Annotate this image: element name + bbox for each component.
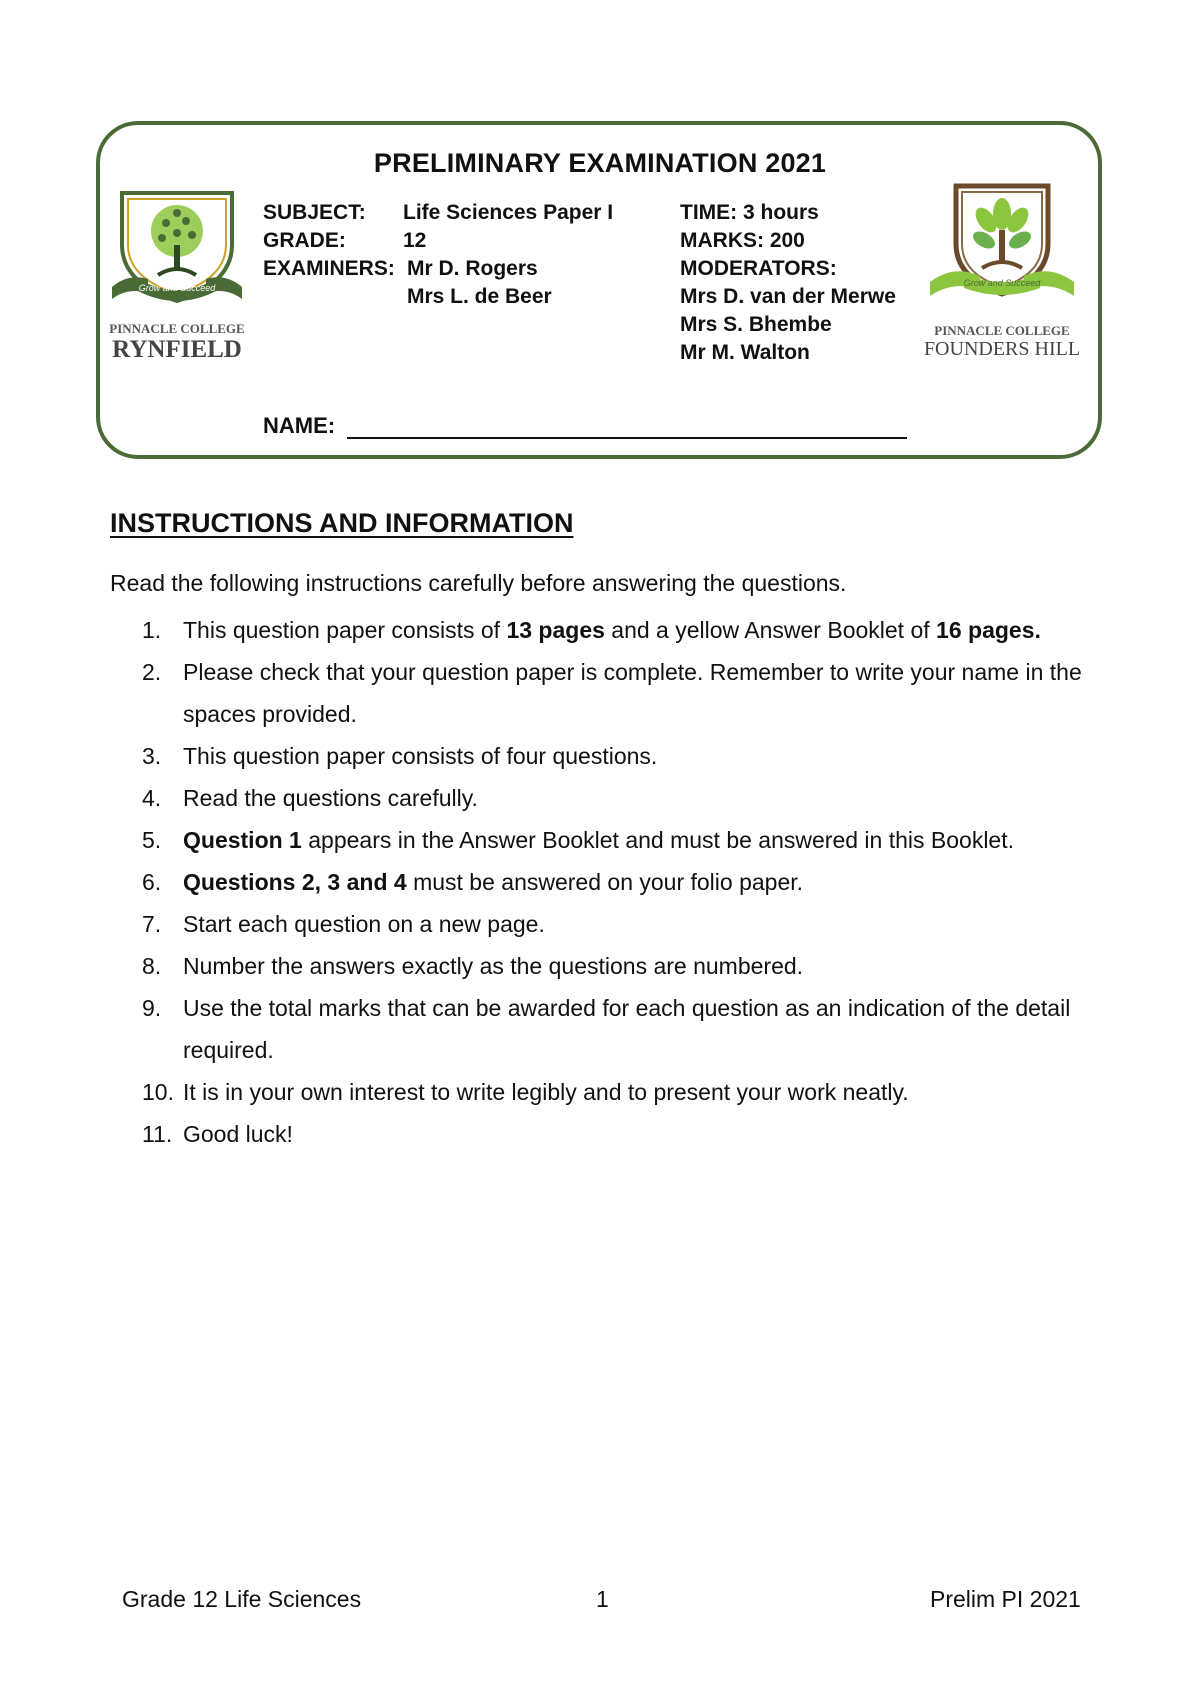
item-bold: Question 1 <box>183 827 302 853</box>
left-logo-motto: Grow and Succeed <box>138 283 216 293</box>
item-number: 9. <box>142 995 162 1021</box>
footer-page-number: 1 <box>596 1586 609 1612</box>
footer-left: Grade 12 Life Sciences <box>122 1586 362 1612</box>
item-number: 5. <box>142 827 162 853</box>
item-text: Use the total marks that can be awarded for each question as an indication of the detail required. <box>183 995 1071 1063</box>
item-number: 2. <box>142 659 162 685</box>
left-values <box>403 199 613 311</box>
list-item <box>0 1071 1200 1113</box>
exam-title: PRELIMINARY EXAMINATION 2021 <box>373 148 827 178</box>
list-item <box>0 609 1200 651</box>
right-logo-line1: PINNACLE COLLEGE <box>934 323 1070 338</box>
item-text: Please check that your question paper is complete. Remember to write your name in the spaces provided. <box>183 659 1082 727</box>
item-number: 11. <box>142 1121 173 1147</box>
moderator-1: Mrs D. van der Merwe <box>680 285 896 308</box>
time-line: TIME: 3 hours <box>680 201 819 224</box>
item-text: Read the questions carefully. <box>183 785 478 811</box>
name-input-line[interactable] <box>347 437 907 439</box>
list-item <box>0 945 1200 987</box>
marks-line: MARKS: 200 <box>680 229 805 252</box>
item-number: 6. <box>142 869 162 895</box>
instructions-list <box>0 609 1200 1155</box>
right-logo-motto: Grow and Succeed <box>963 278 1041 288</box>
grade-label: GRADE: <box>263 229 346 252</box>
item-number: 8. <box>142 953 162 979</box>
item-text: It is in your own interest to write legibly and to present your work neatly. <box>183 1079 909 1105</box>
left-logo-line2: RYNFIELD <box>112 336 242 363</box>
name-label: NAME: <box>263 413 336 438</box>
moderator-2: Mrs S. Bhembe <box>680 313 832 336</box>
examiner-2: Mrs L. de Beer <box>407 285 552 308</box>
item-number: 7. <box>142 911 162 937</box>
item-text: appears in the Answer Booklet and must be answered in this Booklet. <box>301 827 1014 853</box>
examiners-label: EXAMINERS: <box>263 257 395 280</box>
examiner-1: Mr D. Rogers <box>407 257 538 280</box>
instructions-intro: Read the following instructions carefully before answering the questions. <box>110 570 847 596</box>
subject-value: Life Sciences Paper I <box>403 201 614 224</box>
moderator-3: Mr M. Walton <box>680 341 810 364</box>
item-bold: Questions 2, 3 and 4 <box>183 869 407 895</box>
right-info <box>680 199 896 367</box>
item-bold: 16 pages. <box>936 617 1041 643</box>
founders-hill-logo <box>924 178 1080 316</box>
list-item <box>0 735 1200 777</box>
list-item <box>0 987 1200 1071</box>
subject-label: SUBJECT: <box>263 201 366 224</box>
item-text: This question paper consists of <box>183 617 507 643</box>
grade-value: 12 <box>403 229 427 252</box>
left-labels <box>263 199 395 283</box>
moderators-label: MODERATORS: <box>680 257 837 280</box>
instructions-heading: INSTRUCTIONS AND INFORMATION <box>110 508 574 538</box>
item-number: 10. <box>142 1079 174 1105</box>
footer-right: Prelim PI 2021 <box>930 1586 1081 1612</box>
item-text: Number the answers exactly as the questions are numbered. <box>183 953 804 979</box>
item-bold: 13 pages <box>506 617 605 643</box>
right-logo-line2: FOUNDERS HILL <box>923 338 1081 360</box>
rynfield-logo <box>108 183 246 313</box>
item-text: Good luck! <box>183 1121 293 1147</box>
item-number: 4. <box>142 785 162 811</box>
list-item <box>0 777 1200 819</box>
item-text: Start each question on a new page. <box>183 911 545 937</box>
list-item <box>0 861 1200 903</box>
item-number: 1. <box>142 617 162 643</box>
item-text: and a yellow Answer Booklet of <box>604 617 937 643</box>
item-text: must be answered on your folio paper. <box>406 869 804 895</box>
item-text: This question paper consists of four questions. <box>183 743 658 769</box>
list-item <box>0 903 1200 945</box>
left-logo-line1: PINNACLE COLLEGE <box>109 321 245 336</box>
list-item <box>0 651 1200 735</box>
list-item <box>0 1113 1200 1155</box>
list-item <box>0 819 1200 861</box>
item-number: 3. <box>142 743 162 769</box>
